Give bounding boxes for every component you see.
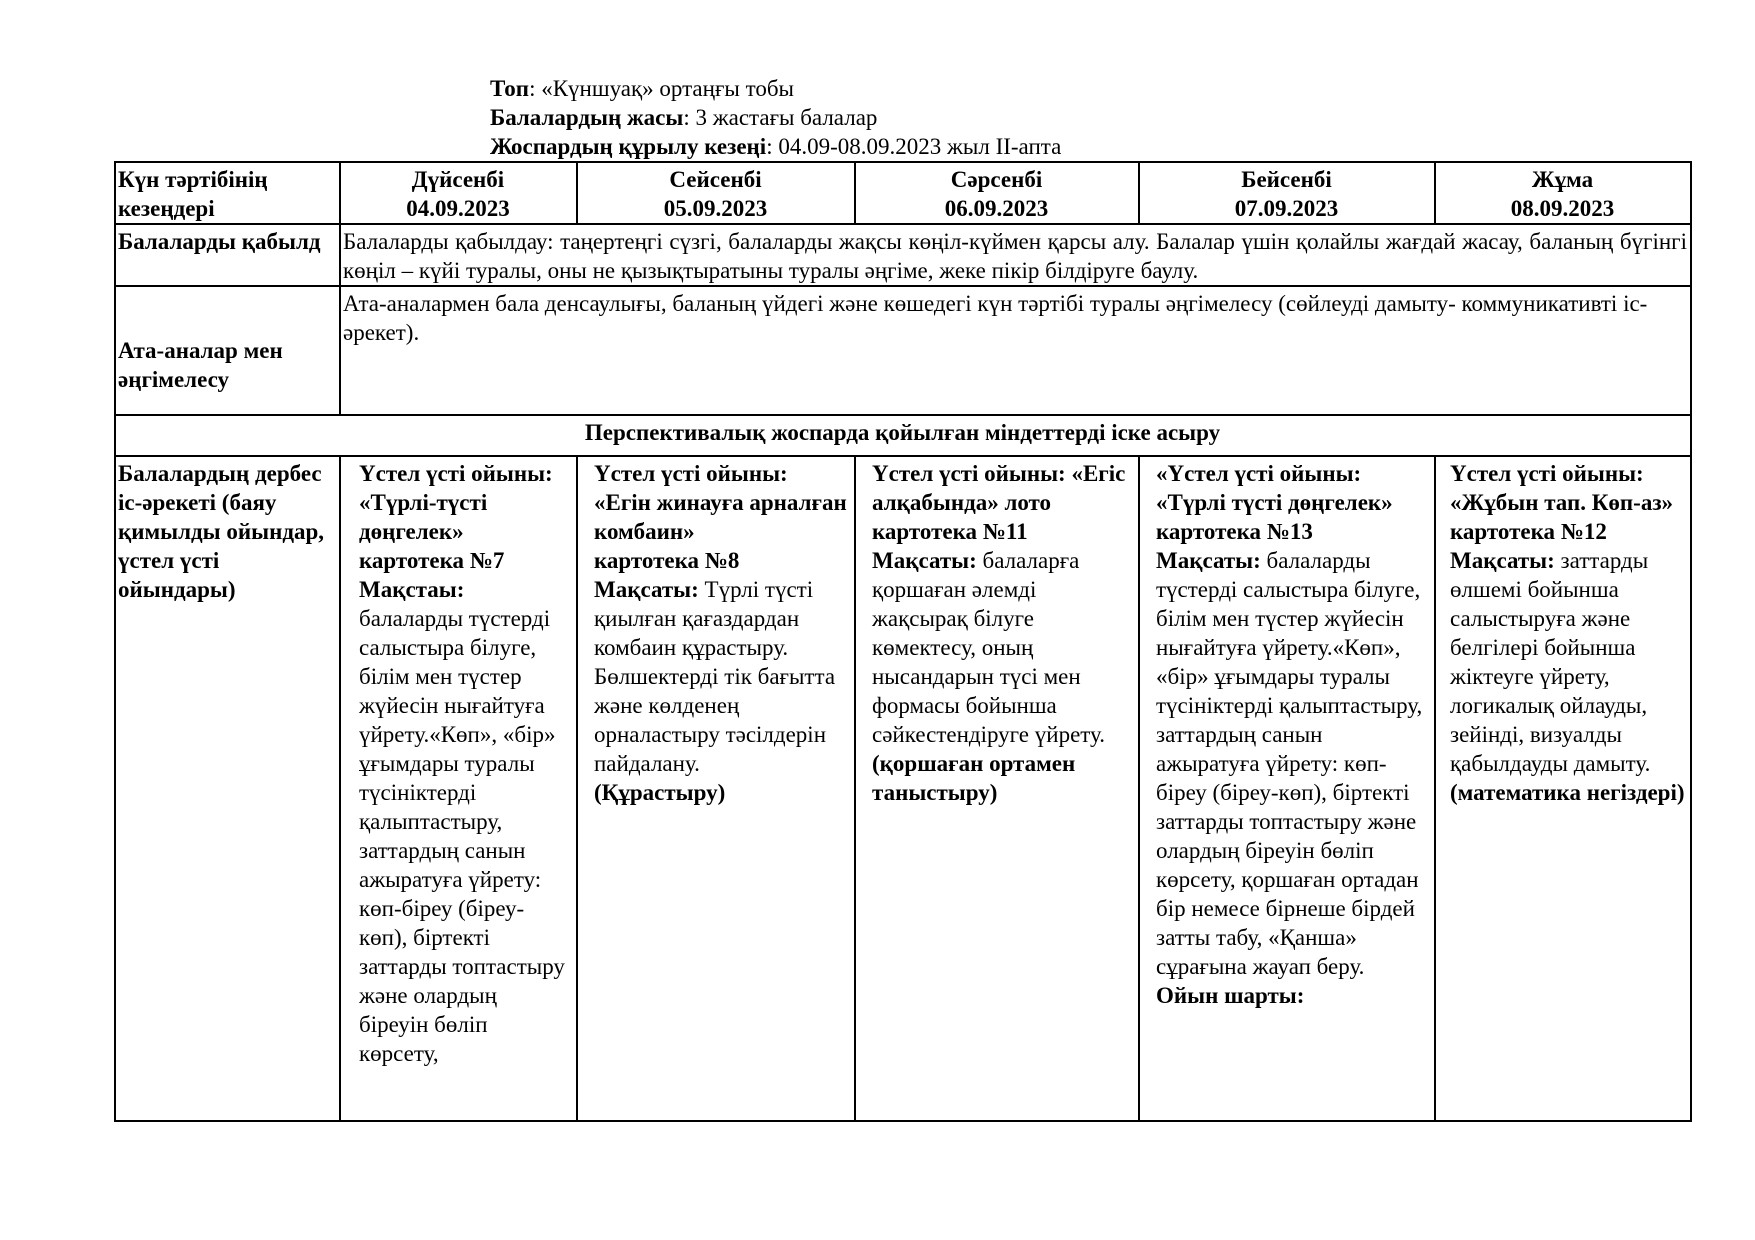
game-title: Үстел үсті ойыны: «Егін жинауға арналған комбаин» (594, 461, 847, 544)
day-header-thursday (1139, 162, 1435, 224)
header-period-value: : 04.09-08.09.2023 жыл ІІ-апта (766, 134, 1062, 159)
header-group-line (490, 74, 1061, 103)
day-name: Бейсенбі (1241, 167, 1332, 192)
parents-row (115, 286, 1691, 415)
reception-stage-cell: Балаларды қабылд (115, 224, 340, 286)
day-name: Сәрсенбі (950, 167, 1043, 192)
header-period-line (490, 132, 1061, 161)
header-period-label: Жоспардың құрылу кезеңі (490, 134, 767, 159)
day-header-friday (1435, 162, 1691, 224)
weekly-plan-table (114, 161, 1692, 1122)
game-cell-thursday (1139, 456, 1435, 1121)
game-card-number: картотека №12 (1450, 519, 1607, 544)
header-age-line (490, 103, 1061, 132)
header-age-value: : 3 жастағы балалар (683, 105, 878, 130)
game-goal-text: балаларды түстерді салыстыра білуге, білім мен түстер жүйесін нығайтуға үйрету.«Көп», «бір» ұғымдары туралы түсініктерді қалыптастыру, заттардың санын ажыратуға үйрету: көп-біреу (біреу-көп), біртекті заттарды топтастыру және олардың біреуін бөліп көрсету, қоршаған ортадан бір немесе бірнеше бірдей затты табу, «Қанша» сұрағына жауап беру. (1156, 548, 1423, 979)
game-area: (Құрастыру) (594, 780, 726, 805)
header-age-label: Балалардың жасы (490, 105, 684, 130)
table-header-row (115, 162, 1691, 224)
game-card-number: картотека №11 (872, 519, 1028, 544)
day-name: Сейсенбі (669, 167, 762, 192)
day-header-monday (340, 162, 577, 224)
day-date: 06.09.2023 (944, 196, 1049, 221)
game-card-number: картотека №7 (359, 548, 505, 573)
game-goal-text: балаларды түстерді салыстыра білуге, білім мен түстер жүйесін нығайтуға үйрету.«Көп», «бір» ұғымдары туралы түсініктерді қалыптастыру, заттардың санын ажыратуға үйрету: көп-біреу (біреу-көп), біртекті заттарды топтастыру және олардың біреуін бөліп көрсету, (359, 606, 565, 1066)
day-header-tuesday (577, 162, 855, 224)
game-goal-text: Түрлі түсті қиылған қағаздардан комбаин құрастыру. Бөлшектерді тік бағытта және көлденең орналастыру тәсілдерін пайдалану. (594, 577, 836, 776)
game-title: Үстел үсті ойыны: «Егіс алқабында» лото (872, 461, 1126, 515)
header-group-value: : «Күншуақ» ортаңғы тобы (529, 76, 794, 101)
header-group-label: Топ (490, 76, 530, 101)
day-date: 08.09.2023 (1510, 196, 1615, 221)
stage-column-header: Күн тәртібінің кезеңдері (115, 162, 340, 224)
game-goal-label: Мақсаты: (1450, 548, 1555, 573)
game-rules-label: Ойын шарты: (1156, 983, 1305, 1008)
game-title: «Үстел үсті ойыны: «Түрлі түсті дөңгелек» (1156, 461, 1393, 515)
game-goal-label: Мақсаты: (872, 548, 977, 573)
day-date: 04.09.2023 (406, 196, 510, 221)
activity-stage-cell: Балалардың дербес іс-әрекеті (баяу қимылды ойындар, үстел үсті ойындары) (115, 456, 340, 1121)
parents-text-cell: Ата-аналармен бала денсаулығы, баланың үйдегі және көшедегі күн тәртібі туралы әңгімелесу (сөйлеуді дамыту- коммуникативті іс-әрекет). (340, 286, 1691, 415)
game-card-number: картотека №13 (1156, 519, 1313, 544)
section-title-row (115, 415, 1691, 456)
day-date: 05.09.2023 (663, 196, 768, 221)
game-goal-text: балаларға қоршаған әлемді жақсырақ білуге көмектесу, оның нысандарын түсі мен формасы бойынша сәйкестендіруге үйрету. (872, 548, 1105, 747)
game-goal-label: Мақсаты: (594, 577, 699, 602)
game-cell-monday (340, 456, 577, 1121)
day-header-wednesday (855, 162, 1139, 224)
day-name: Жұма (1531, 167, 1594, 192)
game-goal-label: Мақстаы: (359, 577, 465, 602)
game-area: (математика негіздері) (1450, 780, 1685, 805)
game-card-number: картотека №8 (594, 548, 740, 573)
day-name: Дүйсенбі (411, 167, 505, 192)
game-goal-text: заттарды өлшемі бойынша салыстыруға және белгілері бойынша жіктеуге үйрету, логикалық ойлауды, зейінді, визуалды қабылдауды дамыту. (1450, 548, 1651, 776)
game-goal-label: Мақсаты: (1156, 548, 1261, 573)
activity-row (115, 456, 1691, 1121)
parents-stage-cell: Ата-аналар мен әңгімелесу (115, 286, 340, 415)
plan-header (490, 74, 1061, 161)
day-date: 07.09.2023 (1234, 196, 1339, 221)
game-cell-friday (1435, 456, 1691, 1121)
game-cell-tuesday (577, 456, 855, 1121)
reception-text-cell: Балаларды қабылдау: таңертеңгі сүзгі, балаларды жақсы көңіл-күймен қарсы алу. Балалар үшін қолайлы жағдай жасау, баланың бүгінгі көңіл – күйі туралы, оны не қызықтыратыны туралы әңгіме, жеке пікір білдіруге баулу. (340, 224, 1691, 286)
reception-row (115, 224, 1691, 286)
game-title: Үстел үсті ойыны: «Жұбын тап. Көп-аз» (1450, 461, 1674, 515)
section-title: Перспективалық жоспарда қойылған міндеттерді іске асыру (115, 415, 1691, 456)
game-title: Үстел үсті ойыны: «Түрлі-түсті дөңгелек» (359, 461, 553, 544)
game-cell-wednesday (855, 456, 1139, 1121)
game-area: (қоршаған ортамен таныстыру) (872, 751, 1076, 805)
